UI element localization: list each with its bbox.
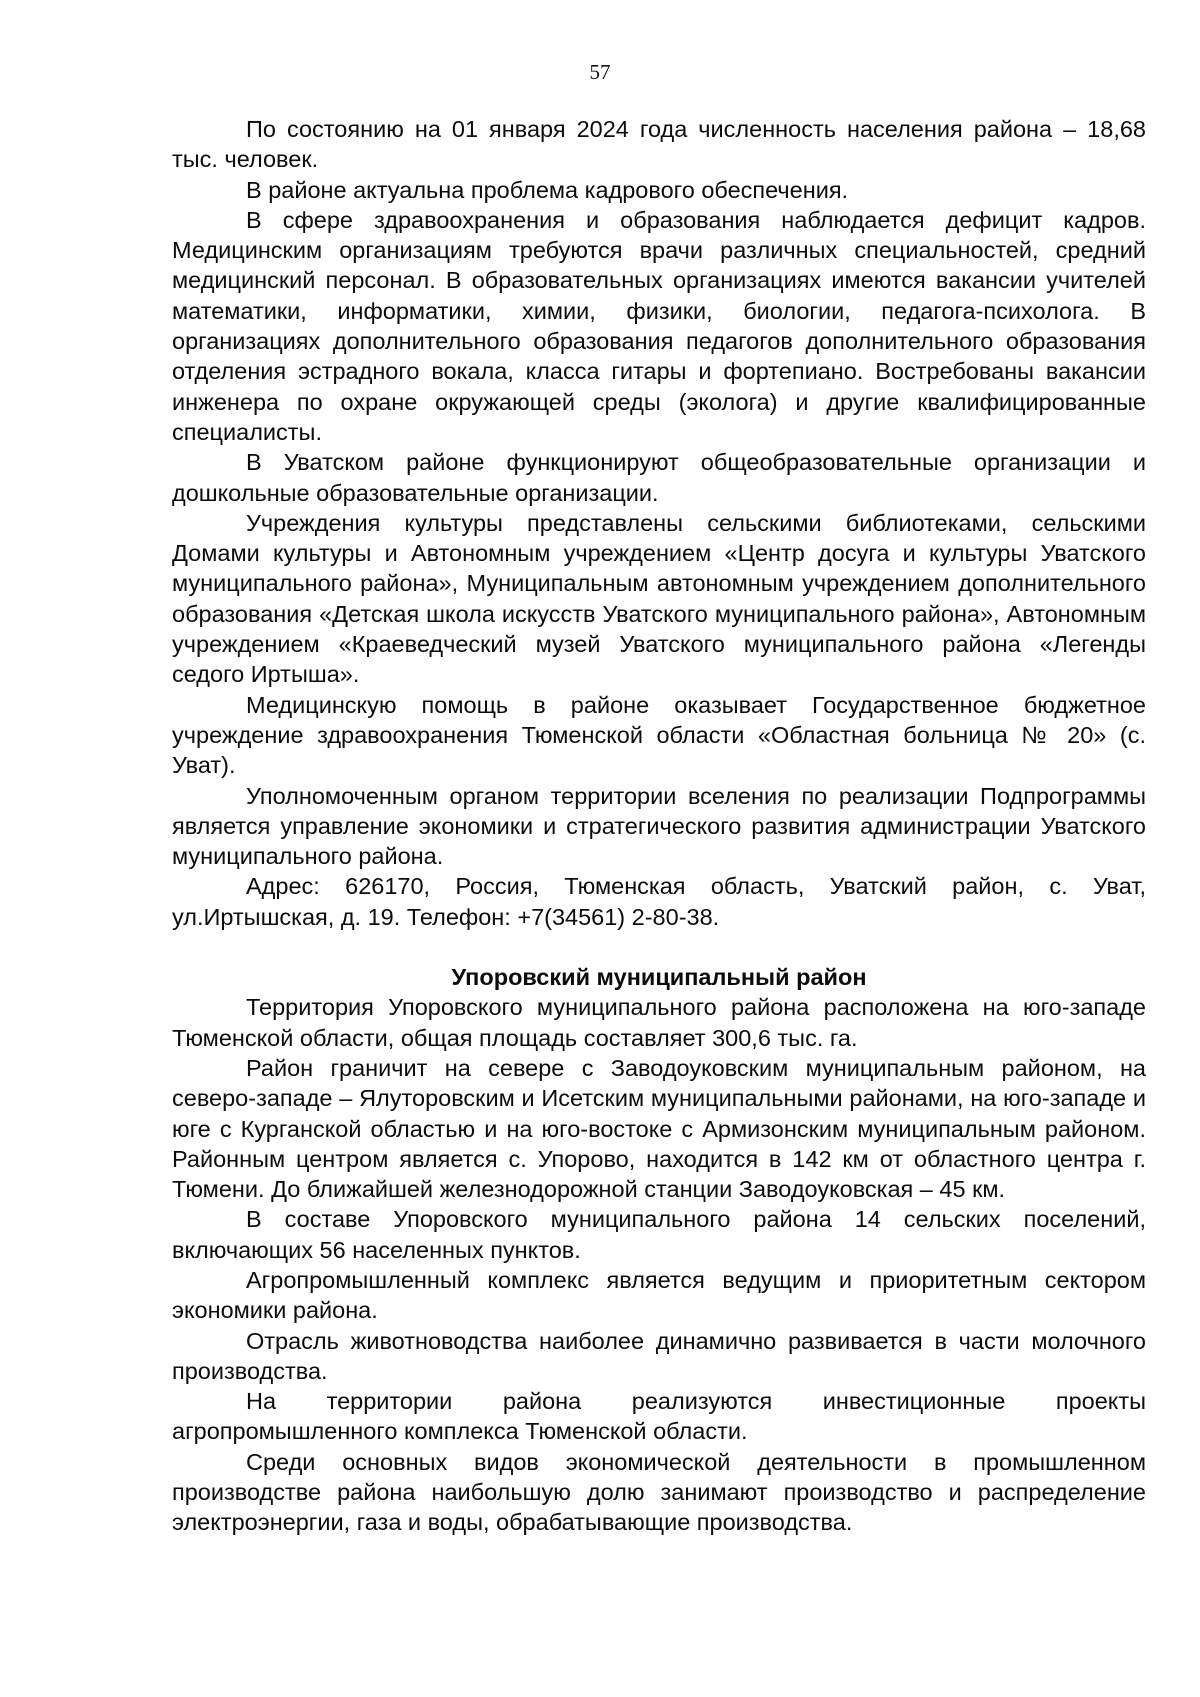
paragraph: Медицинскую помощь в районе оказывает Государственное бюджетное учреждение здравоохранения Тюменской области «Областная больница № 20» (с. Уват). bbox=[172, 691, 1146, 779]
paragraph: Территория Упоровского муниципального района расположена на юго-западе Тюменской области, общая площадь составляет 300,6 тыс. га. bbox=[172, 994, 1146, 1051]
paragraph: В составе Упоровского муниципального района 14 сельских поселений, включающих 56 населенных пунктов. bbox=[172, 1206, 1146, 1263]
paragraph: В Уватском районе функционируют общеобразовательные организации и дошкольные образовательные организации. bbox=[172, 449, 1146, 506]
paragraph: Среди основных видов экономической деятельности в промышленном производстве района наибольшую долю занимают производство и распределение электроэнергии, газа и воды, обрабатывающие производства. bbox=[172, 1448, 1146, 1536]
paragraph: Агропромышленный комплекс является ведущим и приоритетным сектором экономики района. bbox=[172, 1266, 1146, 1324]
paragraph: Уполномоченным органом территории вселения по реализации Подпрограммы является управление экономики и стратегического развития администрации Уватского муниципального района. bbox=[172, 782, 1146, 870]
paragraph: В сфере здравоохранения и образования наблюдается дефицит кадров. Медицинским организациям требуются врачи различных специальностей, средний медицинский персонал. В образовательных организациях имеются вакансии учителей математики, информатики, химии, физики, биологии, педагога-психолога. В организациях дополнительного образования педагогов дополнительного образования отделения эстрадного вокала, класса гитары и фортепиано. Востребованы вакансии инженера по охране окружающей среды (эколога) и другие квалифицированные специалисты. bbox=[172, 206, 1146, 445]
document-body bbox=[172, 114, 1146, 1538]
paragraph: Адрес: 626170, Россия, Тюменская область, Уватский район, с. Уват, ул.Иртышская, д. 19. Телефон: +7(34561) 2-80-38. bbox=[172, 873, 1146, 930]
paragraph: Отрасль животноводства наиболее динамично развивается в части молочного производства. bbox=[172, 1327, 1146, 1384]
paragraph: Район граничит на севере с Заводоуковским муниципальным районом, на северо-западе – Ялуторовским и Исетским муниципальными районами, на юго-западе и юге с Курганской областью и на юго-востоке с Армизонским муниципальным районом. Районным центром является с. Упорово, находится в 142 км от областного центра г. Тюмени. До ближайшей железнодорожной станции Заводоуковская – 45 км. bbox=[172, 1054, 1146, 1203]
paragraph: По состоянию на 01 января 2024 года численность населения района – 18,68 тыс. человек. bbox=[172, 116, 1146, 173]
paragraph: На территории района реализуются инвестиционные проекты агропромышленного комплекса Тюменской области. bbox=[172, 1388, 1146, 1445]
page-number: 57 bbox=[589, 60, 611, 84]
section-heading: Упоровский муниципальный район bbox=[451, 964, 867, 991]
paragraph: В районе актуальна проблема кадрового обеспечения. bbox=[246, 176, 849, 203]
paragraph: Учреждения культуры представлены сельскими библиотеками, сельскими Домами культуры и Автономным учреждением «Центр досуга и культуры Уватского муниципального района», Муниципальным автономным учреждением дополнительного образования «Детская школа искусств Уватского муниципального района», Автономным учреждением «Краеведческий музей Уватского муниципального района «Легенды седого Иртыша». bbox=[172, 509, 1146, 688]
